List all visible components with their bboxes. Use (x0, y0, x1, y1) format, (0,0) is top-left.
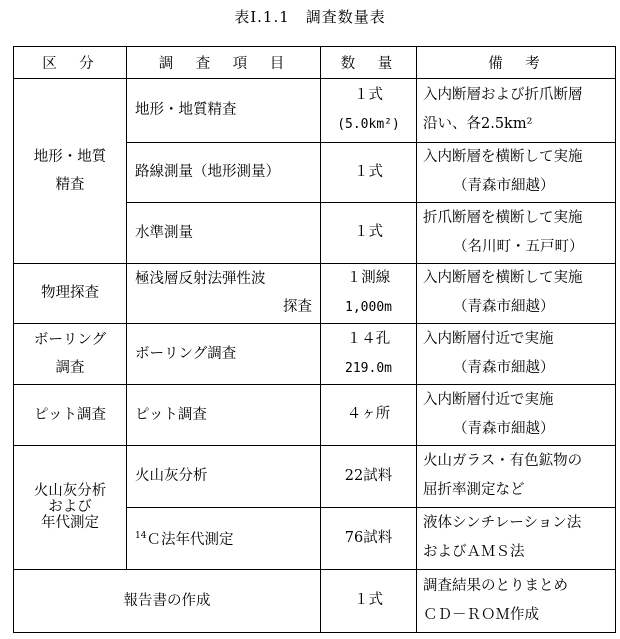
remarks-cell: 入内断層付近で実施 （青森市細越） (417, 323, 616, 384)
remarks-cell: 液体シンチレーション法 およびＡＭＳ法 (417, 507, 616, 569)
category-boring: ボーリング 調査 (14, 323, 127, 384)
table-title: 表Ⅰ.1.1 調査数量表 (234, 8, 386, 26)
category-terrain: 地形・地質 精査 (14, 78, 127, 263)
report-label: 報告書の作成 (14, 569, 321, 632)
item-cell: 火山灰分析 (127, 445, 321, 507)
table-row (14, 78, 616, 142)
survey-quantity-table (13, 46, 616, 633)
remarks-cell: 入内断層付近で実施 （青森市細越） (417, 384, 616, 445)
item-cell: 極浅層反射法弾性波 探査 (127, 263, 321, 323)
remarks-cell: 折爪断層を横断して実施 （名川町・五戸町） (417, 202, 616, 263)
item-cell: 地形・地質精査 (127, 78, 321, 142)
table-row (14, 569, 616, 632)
header-category: 区 分 (14, 47, 127, 79)
table-row (14, 323, 616, 384)
remarks-cell: 火山ガラス・有色鉱物の 屈折率測定など (417, 445, 616, 507)
category-volcanic-ash: 火山灰分析 および 年代測定 (14, 445, 127, 569)
item-cell: 水準測量 (127, 202, 321, 263)
remarks-cell: 調査結果のとりまとめ ＣＤ－ＲＯＭ作成 (417, 569, 616, 632)
quantity-cell: 22試料 (321, 445, 417, 507)
remarks-cell: 入内断層を横断して実施 （青森市細越） (417, 263, 616, 323)
quantity-cell: １式 (321, 142, 417, 202)
quantity-cell: １式 (321, 569, 417, 632)
table-row (14, 445, 616, 507)
item-cell: ピット調査 (127, 384, 321, 445)
header-remarks: 備 考 (417, 47, 616, 79)
item-cell: 路線測量（地形測量） (127, 142, 321, 202)
table-row (14, 384, 616, 445)
quantity-cell: ４ヶ所 (321, 384, 417, 445)
remarks-cell: 入内断層および折爪断層 沿い、各2.5km² (417, 78, 616, 142)
table-row (14, 263, 616, 323)
remarks-cell: 入内断層を横断して実施 （青森市細越） (417, 142, 616, 202)
quantity-cell: １測線 1,000m (321, 263, 417, 323)
item-cell: ボーリング調査 (127, 323, 321, 384)
header-row (14, 47, 616, 79)
quantity-cell: １４孔 219.0m (321, 323, 417, 384)
quantity-cell: 76試料 (321, 507, 417, 569)
header-item: 調 査 項 目 (127, 47, 321, 79)
header-quantity: 数 量 (321, 47, 417, 79)
quantity-cell: １式 (321, 202, 417, 263)
item-cell: $^{14}$Ｃ法年代測定 (127, 507, 321, 569)
quantity-cell: １式 (5.0km²) (321, 78, 417, 142)
category-pit: ピット調査 (14, 384, 127, 445)
category-physical: 物理探査 (14, 263, 127, 323)
